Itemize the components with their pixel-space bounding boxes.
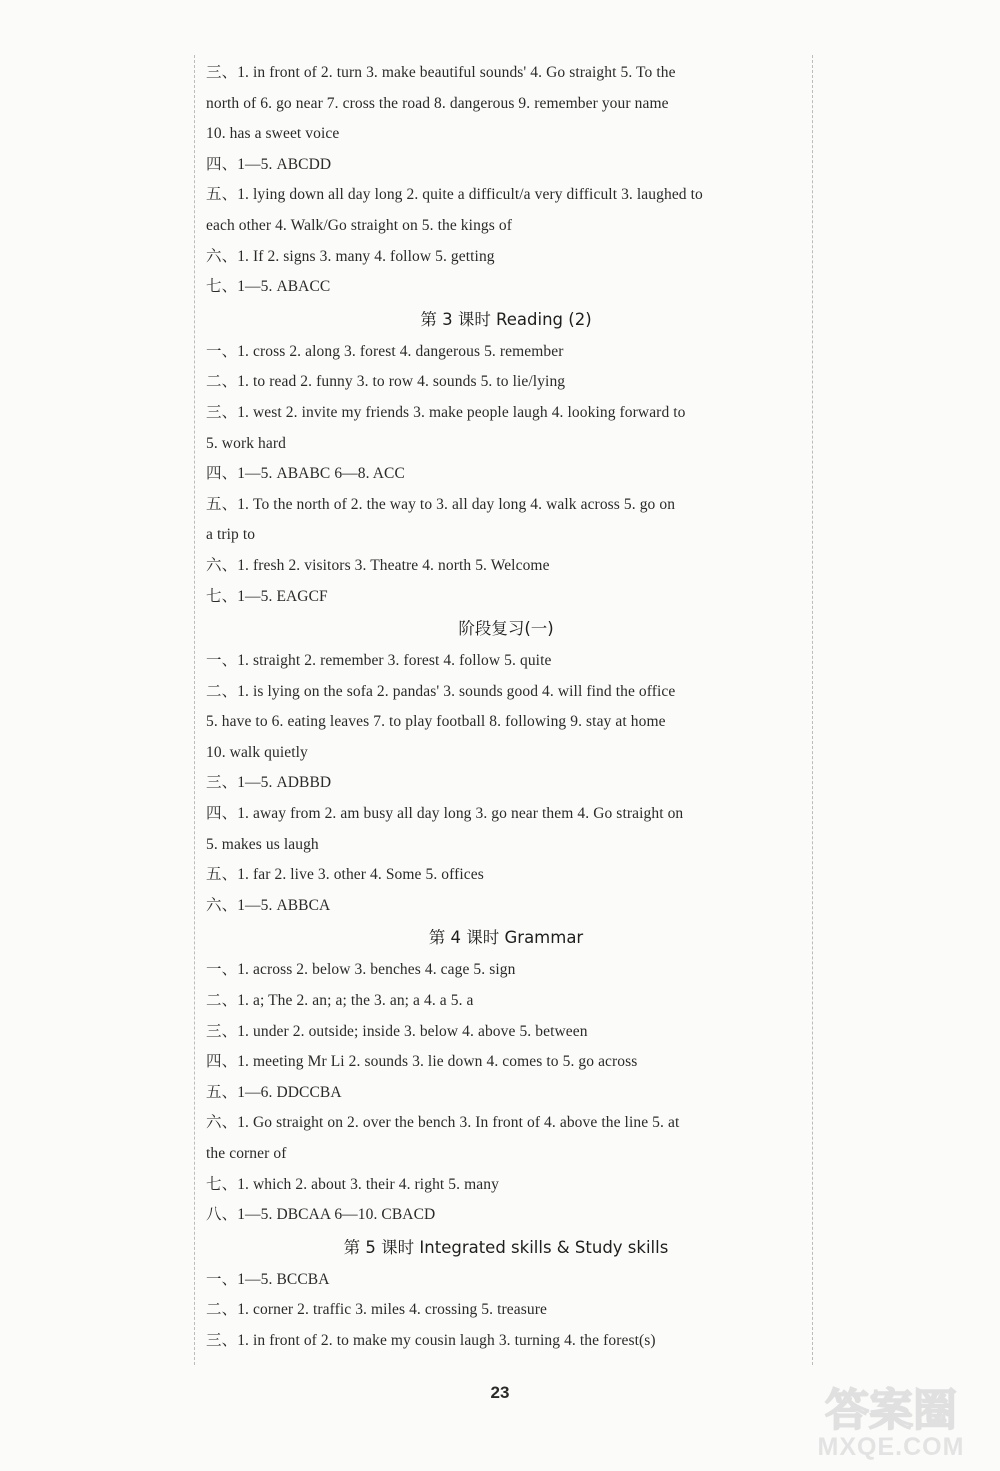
left-margin-rule: [194, 55, 195, 1365]
answer-line: 二、1. is lying on the sofa 2. pandas' 3. sounds good 4. will find the office: [206, 682, 676, 700]
answer-line: 5. work hard: [206, 434, 286, 452]
answer-line: 六、1. Go straight on 2. over the bench 3. In front of 4. above the line 5. at: [206, 1114, 680, 1132]
answer-line: 5. makes us laugh: [206, 835, 319, 853]
answer-content: [206, 58, 806, 1357]
right-margin-rule: [812, 55, 813, 1365]
answer-line: 10. walk quietly: [206, 743, 308, 761]
answer-line: 七、1—5. EAGCF: [206, 587, 328, 605]
answer-line: 七、1—5. ABACC: [206, 278, 331, 296]
answer-line: 七、1. which 2. about 3. their 4. right 5. many: [206, 1175, 499, 1193]
answer-line: 八、1—5. DBCAA 6—10. CBACD: [206, 1206, 436, 1224]
answer-line: 五、1. To the north of 2. the way to 3. all day long 4. walk across 5. go on: [206, 495, 676, 513]
answer-line: north of 6. go near 7. cross the road 8. dangerous 9. remember your name: [206, 94, 669, 112]
answer-line: 四、1. meeting Mr Li 2. sounds 3. lie down 4. comes to 5. go across: [206, 1053, 638, 1071]
section-heading: 第 5 课时 Integrated skills & Study skills: [343, 1237, 669, 1257]
answer-line: 五、1—6. DDCCBA: [206, 1083, 342, 1101]
answer-line: 二、1. a; The 2. an; a; the 3. an; a 4. a 5. a: [206, 992, 474, 1010]
answer-line: 一、1. cross 2. along 3. forest 4. dangerous 5. remember: [206, 342, 564, 360]
answer-line: 二、1. corner 2. traffic 3. miles 4. crossing 5. treasure: [206, 1301, 547, 1319]
answer-line: the corner of: [206, 1145, 287, 1162]
answer-line: 五、1. lying down all day long 2. quite a difficult/a very difficult 3. laughed to: [206, 186, 703, 204]
answer-line: 三、1. west 2. invite my friends 3. make people laugh 4. looking forward to: [206, 403, 686, 421]
watermark-text: MXQE.COM: [817, 1433, 965, 1461]
answer-line: each other 4. Walk/Go straight on 5. the kings of: [206, 216, 512, 234]
answer-line: 二、1. to read 2. funny 3. to row 4. sounds 5. to lie/lying: [206, 373, 566, 391]
answer-line: 一、1—5. BCCBA: [206, 1270, 330, 1288]
section-heading: 阶段复习(一): [458, 619, 554, 639]
page-number: 23: [490, 1383, 510, 1402]
answer-line: 三、1—5. ADBBD: [206, 774, 332, 792]
answer-line: 四、1. away from 2. am busy all day long 3. go near them 4. Go straight on: [206, 805, 684, 823]
answer-line: 一、1. across 2. below 3. benches 4. cage 5. sign: [206, 961, 516, 979]
answer-line: 5. have to 6. eating leaves 7. to play football 8. following 9. stay at home: [206, 713, 666, 731]
watermark-logo-text: 答案圈: [825, 1385, 957, 1435]
answer-line: 六、1. fresh 2. visitors 3. Theatre 4. north 5. Welcome: [206, 556, 550, 574]
answer-line: 三、1. in front of 2. turn 3. make beautiful sounds' 4. Go straight 5. To the: [206, 64, 676, 81]
answer-line: 六、1—5. ABBCA: [206, 896, 331, 914]
answer-line: 10. has a sweet voice: [206, 125, 340, 143]
answer-line: a trip to: [206, 526, 256, 544]
answer-line: 五、1. far 2. live 3. other 4. Some 5. offices: [206, 866, 484, 884]
answer-line: 三、1. in front of 2. to make my cousin laugh 3. turning 4. the forest(s): [206, 1331, 656, 1349]
watermark: [796, 1383, 986, 1463]
section-heading: 第 4 课时 Grammar: [428, 928, 584, 948]
section-heading: 第 3 课时 Reading (2): [420, 309, 592, 329]
watermark-logo: [796, 1383, 986, 1435]
answer-line: 一、1. straight 2. remember 3. forest 4. follow 5. quite: [206, 652, 552, 670]
answer-line: 四、1—5. ABABC 6—8. ACC: [206, 465, 405, 483]
answer-line: 四、1—5. ABCDD: [206, 155, 332, 173]
answer-line: 六、1. If 2. signs 3. many 4. follow 5. getting: [206, 247, 495, 265]
answer-line: 三、1. under 2. outside; inside 3. below 4. above 5. between: [206, 1022, 588, 1040]
